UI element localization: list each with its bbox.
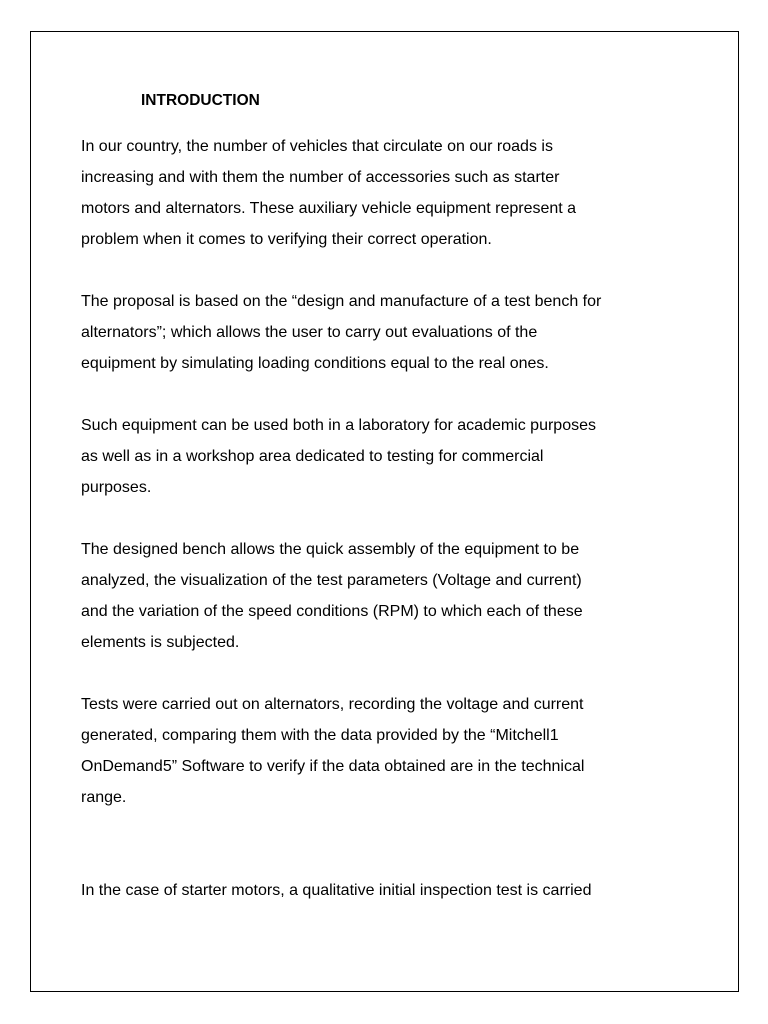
paragraph-usage: Such equipment can be used both in a laboratory for academic purposes as well as in a workshop area dedicated to testing for commercial purposes. — [81, 417, 596, 496]
section-heading: INTRODUCTION — [141, 92, 260, 109]
paragraph-starter-motors: In the case of starter motors, a qualitative initial inspection test is carried — [81, 882, 592, 899]
paragraph-bench: The designed bench allows the quick assembly of the equipment to be analyzed, the visualization of the test parameters (Voltage and current) and the variation of the speed conditions (RPM) to which each of these elements is subjected. — [81, 541, 583, 651]
paragraph-intro: In our country, the number of vehicles that circulate on our roads is increasing and with them the number of accessories such as starter motors and alternators. These auxiliary vehicle equipment represent a problem when it comes to verifying their correct operation. — [81, 138, 577, 248]
paragraph-proposal: The proposal is based on the “design and manufacture of a test bench for alternators”; which allows the user to carry out evaluations of the equipment by simulating loading conditions equal to the real ones. — [81, 293, 602, 372]
paragraph-tests: Tests were carried out on alternators, recording the voltage and current generated, comparing them with the data provided by the “Mitchell1 OnDemand5” Software to verify if the data obtained are in the technical range. — [81, 696, 585, 806]
document-page — [30, 31, 739, 992]
body-text — [81, 131, 681, 937]
